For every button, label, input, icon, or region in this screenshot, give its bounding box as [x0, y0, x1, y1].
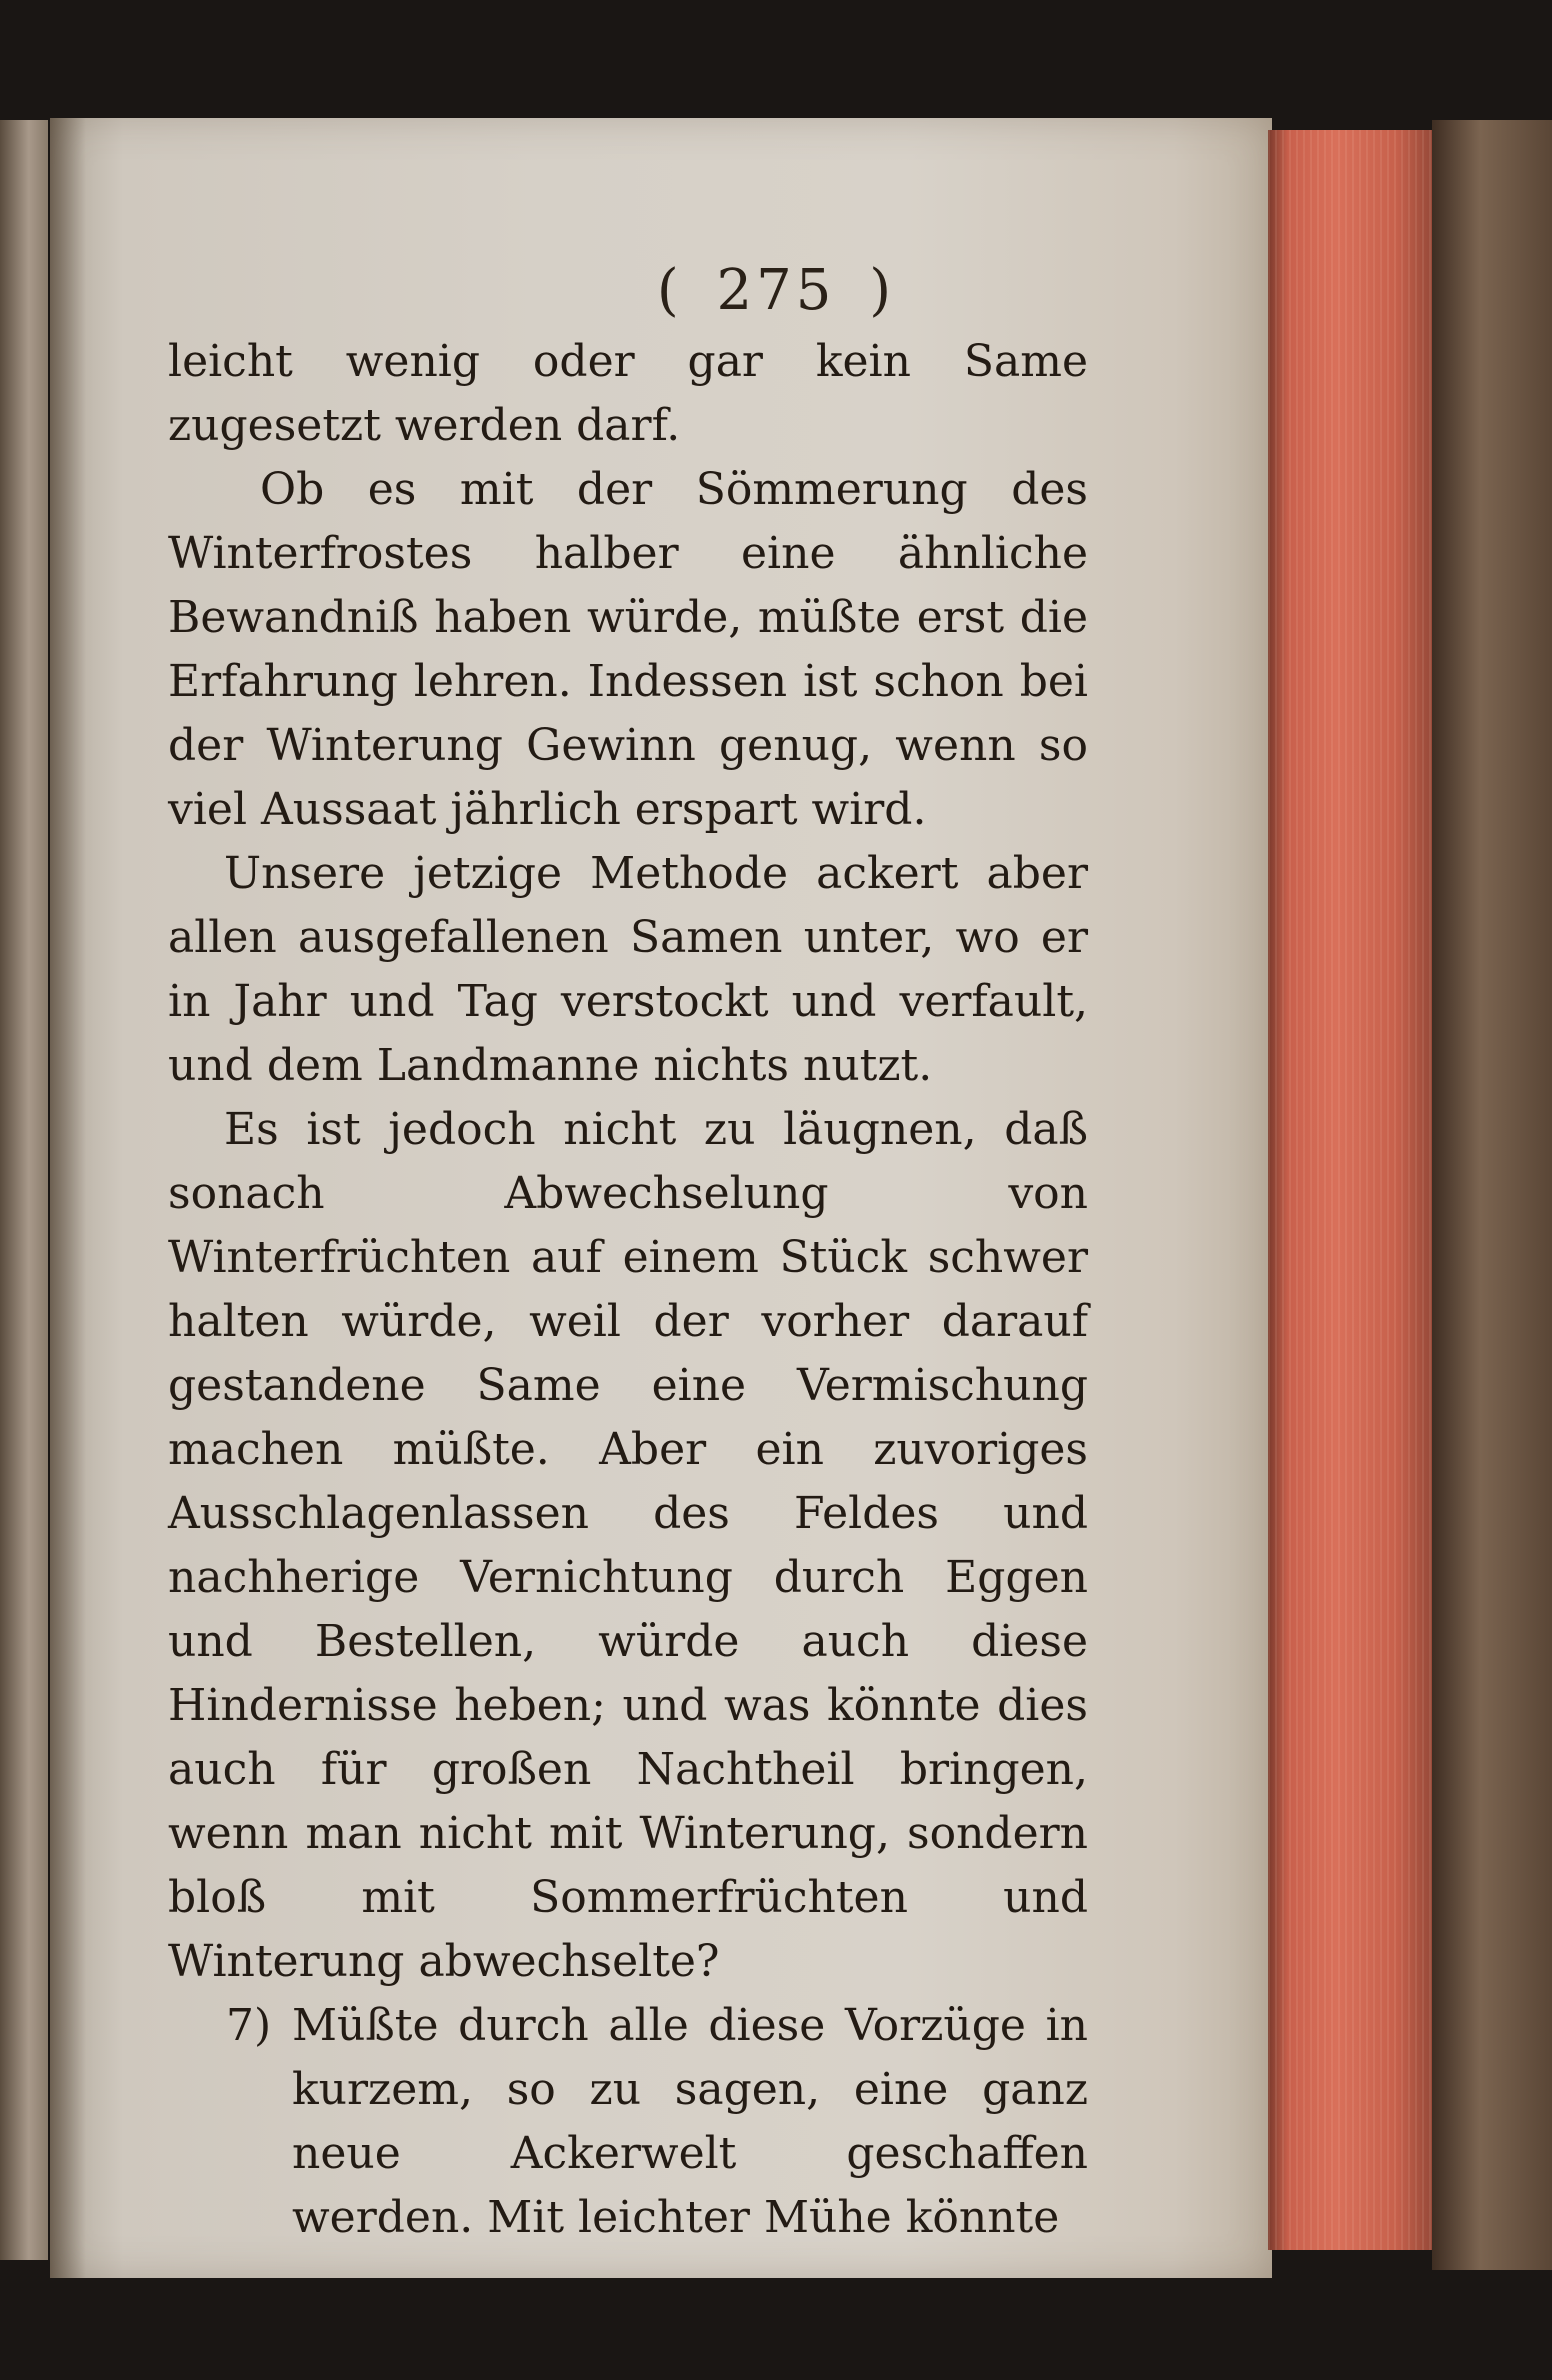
paragraph: Unsere jetzige Methode ackert aber allen ausgefallenen Samen unter, wo er in Jahr und Tag verstockt und verfault, und dem Landmanne nichts nutzt. [168, 848, 1088, 1091]
paragraph: Es ist jedoch nicht zu läugnen, daß sonach Abwechselung von Winterfrüchten auf einem Stück schwer halten würde, weil der vorher darauf gestandene Same eine Vermischung machen müßte. Aber ein zuvoriges Ausschlagenlassen des Feldes und nachherige Vernichtung durch Eggen und Bestellen, würde auch diese Hindernisse heben; und was könnte dies auch für großen Nachtheil bringen, wenn man nicht mit Winterung, sondern bloß mit Sommerfrüchten und Winterung abwechselte? [168, 1104, 1088, 1987]
numbered-item [168, 1994, 1088, 2250]
page-number-header [0, 258, 1552, 323]
paragraph: Ob es mit der Sömmerung des Winterfrostes halber eine ähnliche Bewandniß haben würde, müßte erst die Erfahrung lehren. Indessen ist schon bei der Winterung Gewinn genug, wenn so viel Aussaat jährlich erspart wird. [168, 464, 1088, 835]
item-number: 7) [226, 2000, 272, 2051]
book-cover-edge [1432, 120, 1552, 2270]
paragraph-continuation: leicht wenig oder gar kein Same zugesetzt werden darf. [168, 336, 1088, 451]
page-number-close-paren: ) [869, 258, 896, 323]
page-body-text [168, 330, 1088, 2250]
page-gutter-shadow [50, 118, 86, 2278]
facing-page-edge [0, 120, 48, 2260]
page-number: 275 [716, 258, 836, 323]
item-text: Müßte durch alle diese Vorzüge in kurzem, so zu sagen, eine ganz neue Ackerwelt geschaffen werden. Mit leichter Mühe könnte [292, 2000, 1088, 2243]
page-edge-lines [1268, 130, 1438, 2250]
page-number-open-paren: ( [656, 258, 683, 323]
